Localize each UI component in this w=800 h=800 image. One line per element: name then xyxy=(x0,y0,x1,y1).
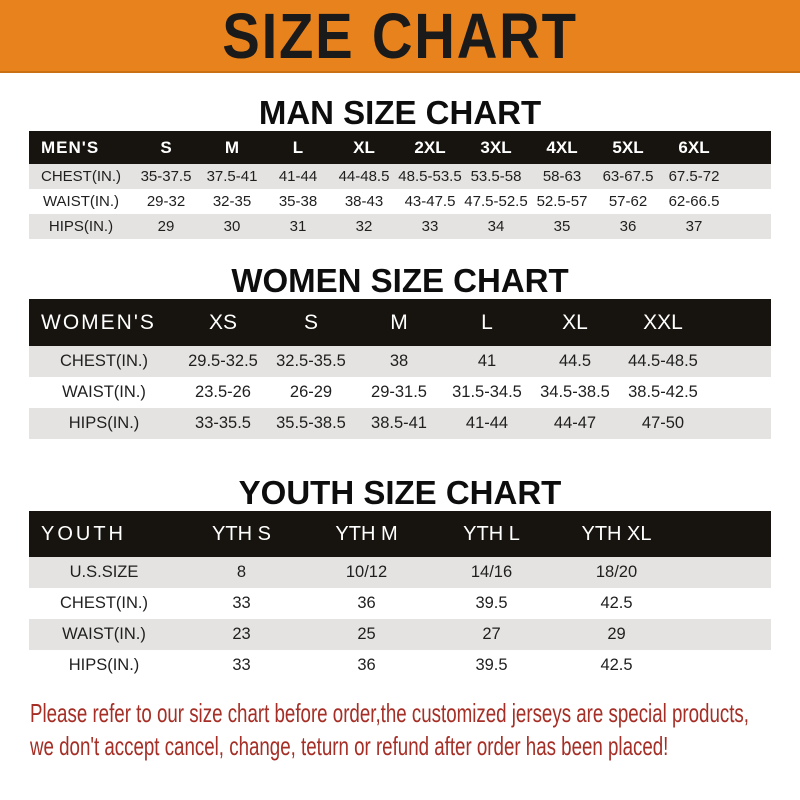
disclaimer-line-2: we don't accept cancel, change, teturn or refund after order has been placed! xyxy=(30,731,669,761)
size-value-cell: 33 xyxy=(397,214,463,239)
size-value-cell: 37.5-41 xyxy=(199,164,265,189)
size-column-header: YTH M xyxy=(304,511,429,557)
size-value-cell: 36 xyxy=(304,650,429,681)
size-column-header: M xyxy=(355,299,443,346)
size-column-header: 3XL xyxy=(463,131,529,164)
size-column-header: XXL xyxy=(619,299,707,346)
size-value-cell: 38.5-42.5 xyxy=(619,377,707,408)
row-label: WAIST(IN.) xyxy=(29,377,179,408)
size-value-cell: 41-44 xyxy=(443,408,531,439)
youth-ussize-row xyxy=(29,557,771,588)
size-value-cell: 47.5-52.5 xyxy=(463,189,529,214)
size-value-cell: 44-47 xyxy=(531,408,619,439)
row-label: U.S.SIZE xyxy=(29,557,179,588)
size-value-cell: 53.5-58 xyxy=(463,164,529,189)
size-value-cell: 34 xyxy=(463,214,529,239)
youth-waist-row xyxy=(29,619,771,650)
women-hips-row xyxy=(29,408,771,439)
row-label: HIPS(IN.) xyxy=(29,408,179,439)
women-chest-row xyxy=(29,346,771,377)
size-value-cell: 39.5 xyxy=(429,588,554,619)
size-value-cell: 57-62 xyxy=(595,189,661,214)
size-value-cell: 26-29 xyxy=(267,377,355,408)
size-value-cell: 62-66.5 xyxy=(661,189,727,214)
women-header-row xyxy=(29,299,771,346)
size-value-cell: 29 xyxy=(554,619,679,650)
size-value-cell: 44-48.5 xyxy=(331,164,397,189)
size-value-cell: 32 xyxy=(331,214,397,239)
size-value-cell: 31.5-34.5 xyxy=(443,377,531,408)
spacer-cell xyxy=(707,408,771,439)
youth-hips-row xyxy=(29,650,771,681)
size-column-header: L xyxy=(443,299,531,346)
spacer-cell xyxy=(679,619,771,650)
size-value-cell: 44.5 xyxy=(531,346,619,377)
men-hips-row xyxy=(29,214,771,239)
men-waist-row xyxy=(29,189,771,214)
size-value-cell: 52.5-57 xyxy=(529,189,595,214)
size-column-header: 4XL xyxy=(529,131,595,164)
size-value-cell: 37 xyxy=(661,214,727,239)
size-column-header: YTH S xyxy=(179,511,304,557)
row-label: WAIST(IN.) xyxy=(29,619,179,650)
size-value-cell: 35.5-38.5 xyxy=(267,408,355,439)
size-value-cell: 14/16 xyxy=(429,557,554,588)
spacer-cell xyxy=(727,214,771,239)
disclaimer xyxy=(0,697,800,763)
men-header-label: MEN'S xyxy=(29,131,133,164)
men-chest-row xyxy=(29,164,771,189)
size-value-cell: 35-37.5 xyxy=(133,164,199,189)
youth-section-title: YOUTH SIZE CHART xyxy=(238,474,562,511)
size-column-header: XL xyxy=(531,299,619,346)
size-value-cell: 27 xyxy=(429,619,554,650)
size-value-cell: 29 xyxy=(133,214,199,239)
men-size-table xyxy=(29,131,771,239)
size-value-cell: 36 xyxy=(595,214,661,239)
size-value-cell: 30 xyxy=(199,214,265,239)
youth-chest-row xyxy=(29,588,771,619)
size-value-cell: 34.5-38.5 xyxy=(531,377,619,408)
size-column-header: L xyxy=(265,131,331,164)
size-value-cell: 33-35.5 xyxy=(179,408,267,439)
size-value-cell: 44.5-48.5 xyxy=(619,346,707,377)
size-column-header: YTH L xyxy=(429,511,554,557)
women-waist-row xyxy=(29,377,771,408)
row-label: HIPS(IN.) xyxy=(29,650,179,681)
size-value-cell: 63-67.5 xyxy=(595,164,661,189)
size-value-cell: 43-47.5 xyxy=(397,189,463,214)
women-size-table xyxy=(29,299,771,439)
row-label: CHEST(IN.) xyxy=(29,164,133,189)
men-section-title: MAN SIZE CHART xyxy=(258,94,542,131)
spacer-cell xyxy=(707,377,771,408)
spacer-cell xyxy=(707,299,771,346)
spacer-cell xyxy=(679,557,771,588)
spacer-cell xyxy=(679,511,771,557)
spacer-cell xyxy=(707,346,771,377)
size-value-cell: 42.5 xyxy=(554,588,679,619)
size-value-cell: 29-31.5 xyxy=(355,377,443,408)
women-section-title: WOMEN SIZE CHART xyxy=(231,262,569,299)
size-value-cell: 48.5-53.5 xyxy=(397,164,463,189)
size-value-cell: 10/12 xyxy=(304,557,429,588)
size-column-header: 5XL xyxy=(595,131,661,164)
size-column-header: 2XL xyxy=(397,131,463,164)
size-value-cell: 25 xyxy=(304,619,429,650)
size-value-cell: 38-43 xyxy=(331,189,397,214)
spacer-cell xyxy=(679,650,771,681)
size-value-cell: 41-44 xyxy=(265,164,331,189)
size-value-cell: 58-63 xyxy=(529,164,595,189)
size-value-cell: 67.5-72 xyxy=(661,164,727,189)
size-value-cell: 35-38 xyxy=(265,189,331,214)
youth-header-row xyxy=(29,511,771,557)
size-value-cell: 42.5 xyxy=(554,650,679,681)
size-value-cell: 18/20 xyxy=(554,557,679,588)
size-column-header: S xyxy=(267,299,355,346)
size-value-cell: 47-50 xyxy=(619,408,707,439)
size-column-header: YTH XL xyxy=(554,511,679,557)
women-header-label: WOMEN'S xyxy=(29,299,179,346)
size-value-cell: 38 xyxy=(355,346,443,377)
youth-size-table xyxy=(29,511,771,681)
spacer-cell xyxy=(727,189,771,214)
size-value-cell: 38.5-41 xyxy=(355,408,443,439)
size-value-cell: 23 xyxy=(179,619,304,650)
size-value-cell: 8 xyxy=(179,557,304,588)
row-label: CHEST(IN.) xyxy=(29,588,179,619)
size-value-cell: 32.5-35.5 xyxy=(267,346,355,377)
size-value-cell: 41 xyxy=(443,346,531,377)
size-value-cell: 35 xyxy=(529,214,595,239)
page-title: SIZE CHART xyxy=(222,0,578,72)
size-value-cell: 36 xyxy=(304,588,429,619)
size-column-header: 6XL xyxy=(661,131,727,164)
disclaimer-line-1: Please refer to our size chart before order,the customized jerseys are special products, xyxy=(30,698,749,728)
row-label: CHEST(IN.) xyxy=(29,346,179,377)
size-value-cell: 33 xyxy=(179,650,304,681)
size-value-cell: 29-32 xyxy=(133,189,199,214)
youth-header-label: YOUTH xyxy=(29,511,179,557)
spacer-cell xyxy=(679,588,771,619)
size-column-header: S xyxy=(133,131,199,164)
row-label: HIPS(IN.) xyxy=(29,214,133,239)
size-column-header: XS xyxy=(179,299,267,346)
banner xyxy=(0,0,800,73)
size-column-header: XL xyxy=(331,131,397,164)
spacer-cell xyxy=(727,164,771,189)
row-label: WAIST(IN.) xyxy=(29,189,133,214)
men-header-row xyxy=(29,131,771,164)
size-value-cell: 33 xyxy=(179,588,304,619)
size-value-cell: 31 xyxy=(265,214,331,239)
spacer-cell xyxy=(727,131,771,164)
size-value-cell: 32-35 xyxy=(199,189,265,214)
size-value-cell: 23.5-26 xyxy=(179,377,267,408)
size-value-cell: 39.5 xyxy=(429,650,554,681)
size-column-header: M xyxy=(199,131,265,164)
size-value-cell: 29.5-32.5 xyxy=(179,346,267,377)
